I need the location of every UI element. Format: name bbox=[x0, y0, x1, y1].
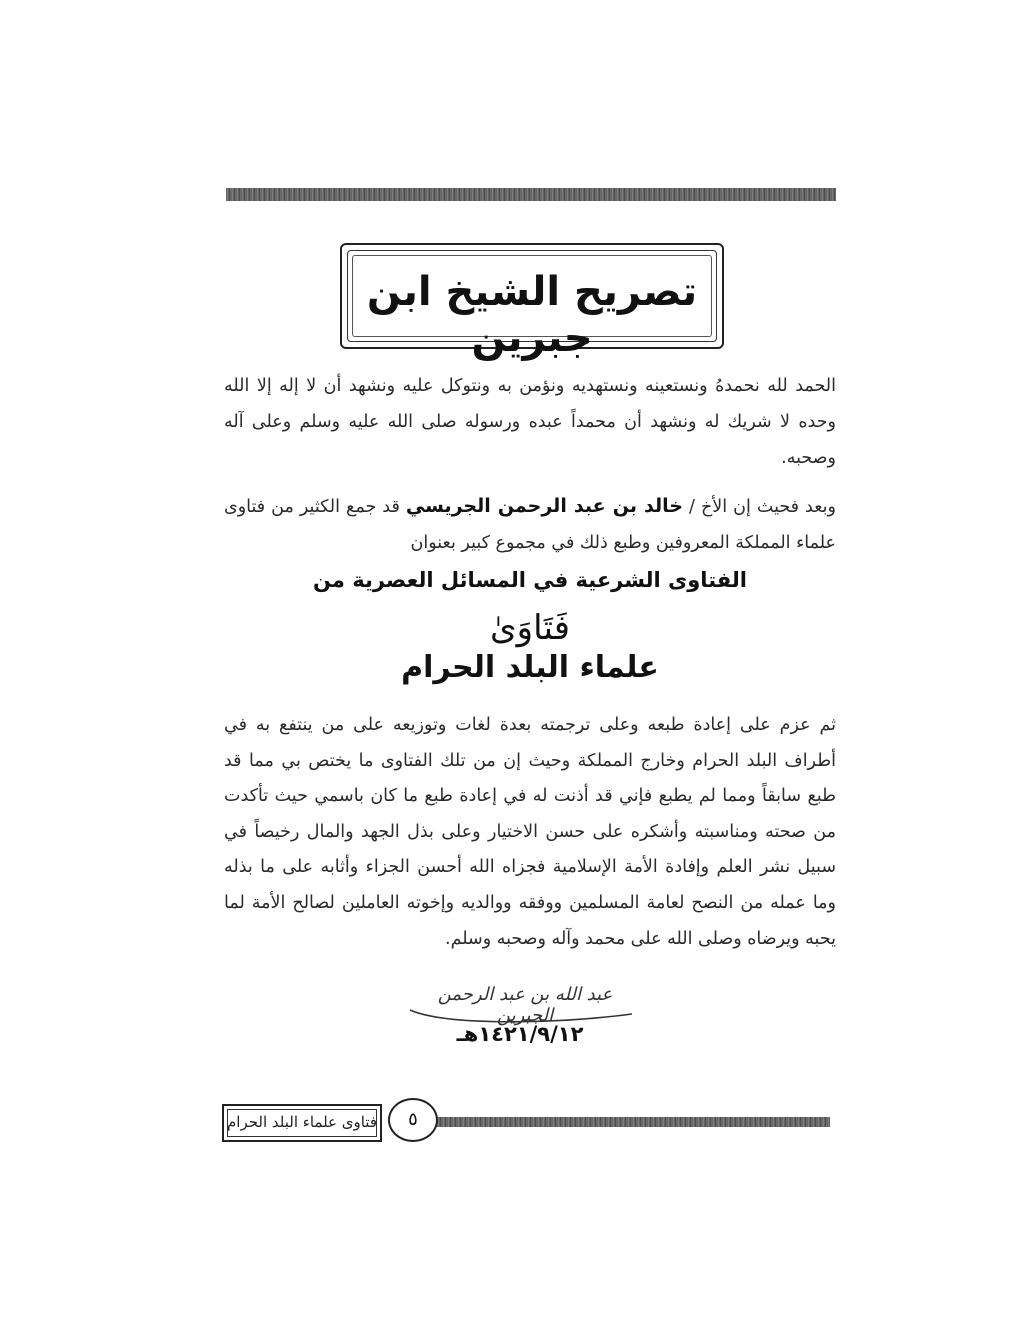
title-frame bbox=[340, 243, 724, 361]
top-decorative-rule bbox=[226, 188, 836, 201]
book-subtitle: الفتاوى الشرعية في المسائل العصرية من bbox=[313, 568, 747, 592]
signature-date: ١٤٢١/٩/١٢هـ bbox=[456, 1022, 584, 1046]
signature-name: عبد الله بن عبد الرحمن الجبرين bbox=[437, 984, 613, 1026]
page-number: ٥ bbox=[388, 1098, 438, 1142]
paragraph-permission: ثم عزم على إعادة طبعه وعلى ترجمته بعدة لغات وتوزيعه على من ينتفع به في أطراف البلد الحرام وخارج المملكة وحيث إن من تلك الفتاوى ما يختص بي مما قد طبع سابقاً ومما لم يطبع فإني قد أذنت له في إعادة طبع ما كان باسمي حيث تأكدت من صحته ومناسبته وأشكره على حسن الاختيار وعلى بذل الجهد والمال رخيصاً في سبيل نشر العلم وإفادة الأمة الإسلامية فجزاه الله أحسن الجزاء وأثابه على ما بذله وما عمله من النصح لعامة المسلمين ووفقه ووالديه وإخوته العاملين لصالح الأمة لما يحبه ويرضاه وصلى الله على محمد وآله وصحبه وسلم. bbox=[224, 715, 836, 949]
paragraph-introduction-end: قد جمع الكثير من فتاوى علماء المملكة المعروفين وطبع ذلك في مجموع كبير بعنوان bbox=[224, 497, 836, 553]
paragraph-opening: الحمد لله نحمدهُ ونستعينه ونستهديه ونؤمن به ونتوكل عليه ونشهد أن لا إله إلا الله وحده لا شريك له ونشهد أن محمداً عبده ورسوله صلى الله عليه وسلم وعلى آله وصحبه. bbox=[224, 376, 836, 468]
footer-book-label-box bbox=[222, 1104, 382, 1142]
footer-book-label: فتاوى علماء البلد الحرام bbox=[226, 1113, 378, 1131]
page-title: تصريح الشيخ ابن جبرين bbox=[366, 269, 698, 361]
compiler-name: خالد بن عبد الرحمن الجريسي bbox=[405, 495, 683, 517]
footer-decorative-rule bbox=[432, 1117, 830, 1127]
paragraph-introduction bbox=[224, 488, 836, 561]
paragraph-introduction-start: وبعد فحيث إن الأخ / bbox=[682, 497, 836, 517]
book-title: علماء البلد الحرام bbox=[401, 650, 659, 685]
book-title-calligraphy: فَتَاوَىٰ bbox=[490, 608, 570, 648]
